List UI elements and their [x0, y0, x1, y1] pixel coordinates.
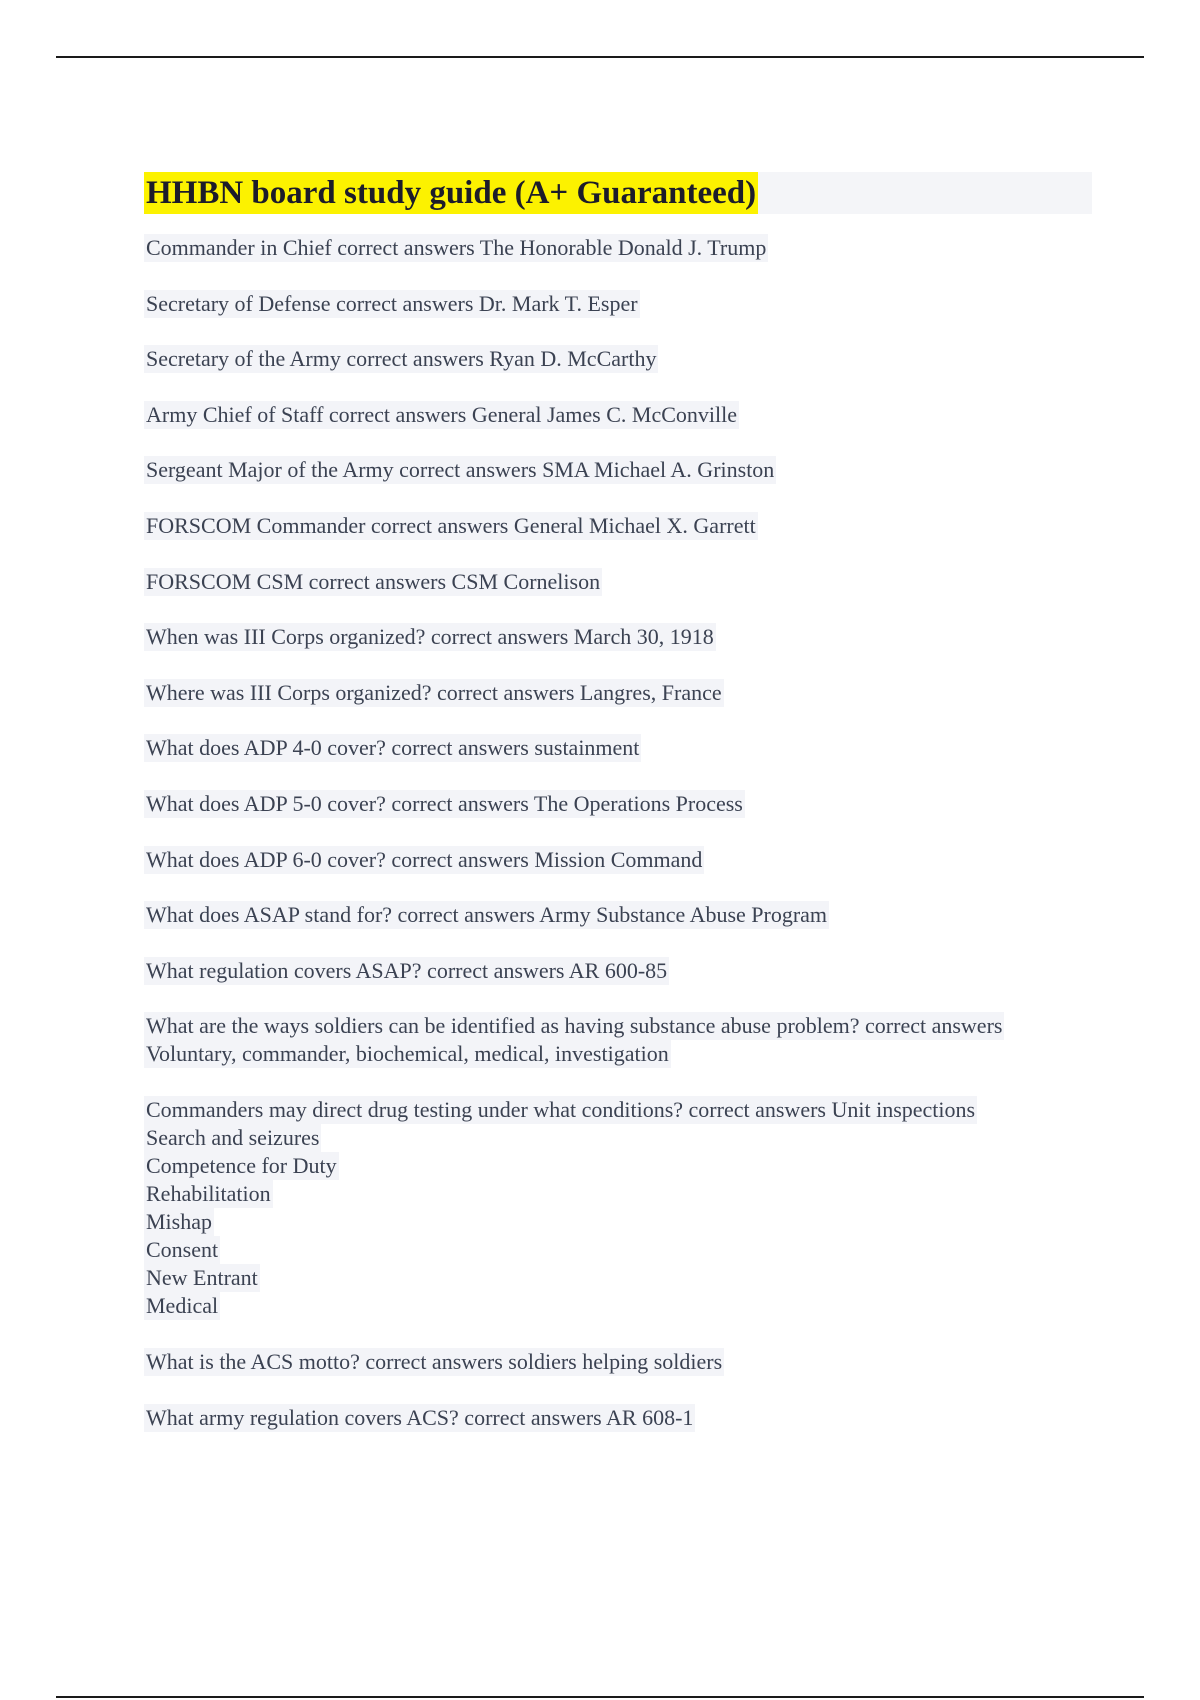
qa-entry [144, 234, 1092, 262]
qa-text-line: Rehabilitation [146, 1181, 271, 1206]
qa-entry [144, 846, 1092, 874]
top-rule [56, 56, 1144, 58]
qa-text: Secretary of Defense correct answers Dr. Mark T. Esper [146, 291, 638, 316]
qa-entry [144, 568, 1092, 596]
qa-text-line: Voluntary, commander, biochemical, medical, investigation [146, 1041, 669, 1066]
qa-entry [144, 456, 1092, 484]
qa-text: What does ADP 4-0 cover? correct answers sustainment [146, 735, 640, 760]
qa-entry [144, 623, 1092, 651]
qa-entry [144, 679, 1092, 707]
document-body [146, 172, 1092, 1432]
qa-text: Army Chief of Staff correct answers General James C. McConville [146, 402, 737, 427]
qa-text-line: New Entrant [146, 1265, 258, 1290]
qa-text: FORSCOM Commander correct answers General Michael X. Garrett [146, 513, 756, 538]
qa-text: What army regulation covers ACS? correct answers AR 608-1 [146, 1405, 694, 1430]
qa-entry [144, 1404, 1092, 1432]
qa-text: When was III Corps organized? correct answers March 30, 1918 [146, 624, 714, 649]
qa-entry [144, 957, 1092, 985]
bottom-rule [56, 1696, 1144, 1698]
qa-text-line: Search and seizures [146, 1125, 320, 1150]
qa-entry [144, 290, 1092, 318]
qa-entry [144, 512, 1092, 540]
title-band [144, 172, 1092, 214]
qa-text: Commander in Chief correct answers The Honorable Donald J. Trump [146, 235, 767, 260]
qa-text: FORSCOM CSM correct answers CSM Cornelison [146, 569, 601, 594]
qa-text-line: Consent [146, 1237, 219, 1262]
qa-entry [144, 901, 1092, 929]
qa-entry-identified [144, 1012, 1092, 1068]
qa-entry [144, 790, 1092, 818]
qa-text: Secretary of the Army correct answers Ryan D. McCarthy [146, 346, 657, 371]
qa-text-line: Mishap [146, 1209, 212, 1234]
qa-text-line: Medical [146, 1293, 219, 1318]
qa-text: Where was III Corps organized? correct answers Langres, France [146, 680, 722, 705]
qa-text-line: Commanders may direct drug testing under what conditions? correct answers Unit inspections [146, 1097, 976, 1122]
qa-entry [144, 401, 1092, 429]
qa-text: What is the ACS motto? correct answers soldiers helping soldiers [146, 1349, 723, 1374]
qa-text: What regulation covers ASAP? correct answers AR 600-85 [146, 958, 668, 983]
qa-text: What does ASAP stand for? correct answers Army Substance Abuse Program [146, 902, 828, 927]
qa-text-line: What are the ways soldiers can be identified as having substance abuse problem? correct answers [146, 1013, 1003, 1038]
qa-text: What does ADP 6-0 cover? correct answers Mission Command [146, 847, 703, 872]
qa-entry [144, 345, 1092, 373]
qa-entry [144, 734, 1092, 762]
qa-entry [144, 1348, 1092, 1376]
qa-entry-drug-testing [144, 1096, 1092, 1320]
qa-text: Sergeant Major of the Army correct answers SMA Michael A. Grinston [146, 457, 775, 482]
qa-text: What does ADP 5-0 cover? correct answers The Operations Process [146, 791, 743, 816]
qa-text-line: Competence for Duty [146, 1153, 337, 1178]
document-title: HHBN board study guide (A+ Guaranteed) [144, 172, 758, 214]
